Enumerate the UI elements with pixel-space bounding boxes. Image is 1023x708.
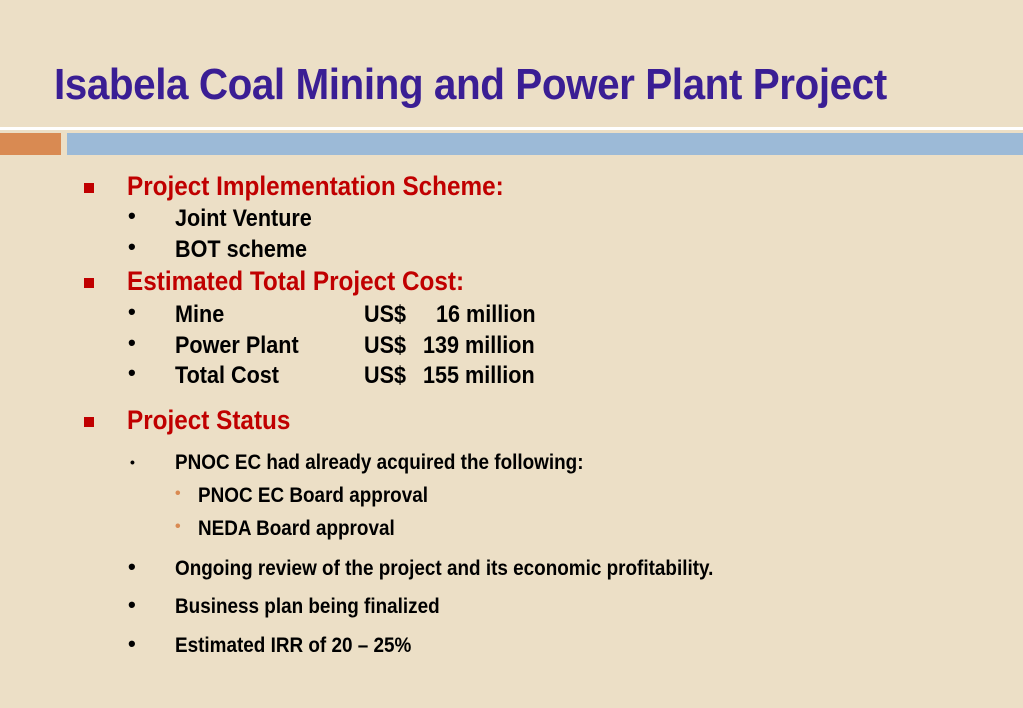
cost-amount: 16 million xyxy=(436,301,536,328)
accent-bar-blue xyxy=(67,133,1023,155)
bullet-dot-icon: • xyxy=(128,234,136,259)
scheme-item: BOT scheme xyxy=(175,236,308,263)
bullet-dot-icon: • xyxy=(128,360,136,385)
status-acquired-intro: PNOC EC had already acquired the following: xyxy=(175,451,584,474)
heading-implementation-scheme: Project Implementation Scheme: xyxy=(127,171,504,201)
cost-label: Total Cost xyxy=(175,362,279,389)
orange-bullet-icon: • xyxy=(175,485,181,502)
accent-bar-orange xyxy=(0,133,61,155)
orange-bullet-icon: • xyxy=(175,518,181,535)
square-bullet-icon xyxy=(84,278,94,288)
bullet-dot-icon: • xyxy=(128,299,136,324)
cost-currency: US$ xyxy=(364,362,407,389)
bullet-dot-icon: • xyxy=(128,554,136,579)
status-item: Business plan being finalized xyxy=(175,595,440,618)
cost-currency: US$ xyxy=(364,301,407,328)
cost-label: Power Plant xyxy=(175,332,299,359)
title-rule xyxy=(0,127,1023,130)
bullet-dot-icon: • xyxy=(128,203,136,228)
bullet-dot-icon: • xyxy=(128,631,136,656)
cost-amount: 155 million xyxy=(423,362,535,389)
heading-project-status: Project Status xyxy=(127,405,291,435)
status-item: Ongoing review of the project and its economic profitability. xyxy=(175,557,714,580)
bullet-dot-icon: • xyxy=(128,330,136,355)
square-bullet-icon xyxy=(84,183,94,193)
status-item: Estimated IRR of 20 – 25% xyxy=(175,634,412,657)
acquired-item: NEDA Board approval xyxy=(198,517,395,540)
small-bullet-icon: • xyxy=(130,454,135,470)
acquired-item: PNOC EC Board approval xyxy=(198,484,429,507)
page-title: Isabela Coal Mining and Power Plant Project xyxy=(54,60,887,109)
cost-currency: US$ xyxy=(364,332,407,359)
bullet-dot-icon: • xyxy=(128,592,136,617)
square-bullet-icon xyxy=(84,417,94,427)
cost-label: Mine xyxy=(175,301,225,328)
scheme-item: Joint Venture xyxy=(175,205,312,232)
heading-total-cost: Estimated Total Project Cost: xyxy=(127,266,465,296)
cost-amount: 139 million xyxy=(423,332,535,359)
